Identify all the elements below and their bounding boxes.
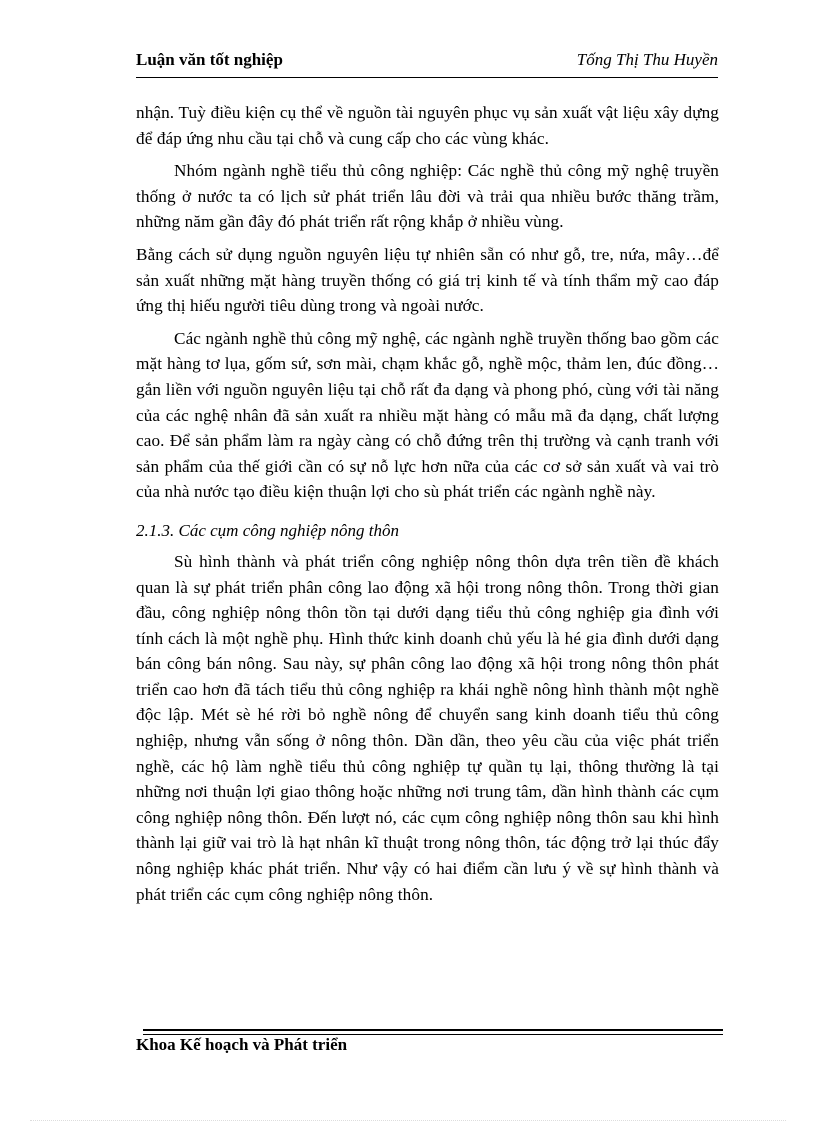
paragraph-traditional-crafts: Các ngành nghề thủ công mỹ nghệ, các ngành nghề truyền thống bao gồm các mặt hàng tơ lụa, gốm sứ, sơn mài, chạm khắc gỗ, nghề mộc, thảm len, đúc đồng… gắn liền với nguồn nguyên liệu tại chỗ rất đa dạng và phong phó, cùng với tài năng của các nghệ nhân đã sản xuất ra nhiều mặt hàng có mẫu mã đa dạng, chất lượng cao. Để sản phẩm làm ra ngày càng có chỗ đứng trên thị trường và cạnh tranh với sản phẩm của thế giới cần có sự nỗ lực hơn nữa của các cơ sở sản xuất và vai trò của nhà nước tạo điều kiện thuận lợi cho sù phát triển các ngành nghề này. [136, 328, 719, 502]
paragraph-natural-materials: Bằng cách sử dụng nguồn nguyên liệu tự nhiên sẵn có như gỗ, tre, nứa, mây…để sản xuất những mặt hàng truyền thống có giá trị kinh tế và tính thẩm mỹ cao đáp ứng thị hiếu người tiêu dùng trong và ngoài nước. [136, 244, 719, 316]
paragraph-rural-industry-clusters: Sù hình thành và phát triển công nghiệp nông thôn dựa trên tiền đề khách quan là sự phát triển phân công lao động xã hội trong nông thôn. Trong thời gian đầu, công nghiệp nông thôn tồn tại dưới dạng tiểu thủ công nghiệp gia đình với tính cách là một nghề phụ. Hình thức kinh doanh chủ yếu là hé gia đình dưới dạng bán công bán nông. Sau này, sự phân công lao động xã hội trong nông thôn phát triển cao hơn đã tách tiểu thủ công nghiệp ra khái nghề nông hình thành một nghề độc lập. Mét sè hé rời bỏ nghề nông để chuyển sang kinh doanh tiểu thủ công nghiệp, nhưng vẫn sống ở nông thôn. Dần dần, theo yêu cầu của việc phát triển nghề, các hộ làm nghề tiểu thủ công nghiệp tự quần tụ lại, thông thường là tại những nơi thuận lợi giao thông hoặc những nơi trung tâm, dần hình thành các cụm công nghiệp nông thôn. Đến lượt nó, các cụm công nghiệp nông thôn sau khi hình thành lại giữ vai trò là hạt nhân kĩ thuật trong nông thôn, tác động trở lại thúc đẩy nông nghiệp khác phát triển. Như vậy có hai điểm cần lưu ý về sự hình thành và phát triển các cụm công nghiệp nông thôn. [136, 551, 719, 904]
paragraph-handicraft-group: Nhóm ngành nghề tiểu thủ công nghiệp: Các nghề thủ công mỹ nghệ truyền thống ở nước ta có lịch sử phát triển lâu đời và trải qua nhiều bước thăng trầm, những năm gần đây đó phát triển rất rộng khắp ở nhiều vùng. [136, 161, 719, 232]
header-author-name: Tống Thị Thu Huyền [576, 50, 718, 69]
document-body [136, 100, 719, 907]
footer-faculty-name: Khoa Kế hoạch và Phát triển [136, 1035, 348, 1054]
footer-divider-thick [143, 1029, 723, 1031]
header-thesis-label: Luận văn tốt nghiệp [136, 50, 283, 69]
header-divider [136, 77, 718, 78]
section-heading: 2.1.3. Các cụm công nghiệp nông thôn [136, 520, 399, 540]
page-bottom-edge [30, 1120, 786, 1121]
page-header [136, 48, 718, 74]
paragraph-continuation: nhận. Tuỳ điều kiện cụ thể về nguồn tài nguyên phục vụ sản xuất vật liệu xây dựng để đáp ứng nhu cầu tại chỗ và cung cấp cho các vùng khác. [136, 103, 719, 148]
